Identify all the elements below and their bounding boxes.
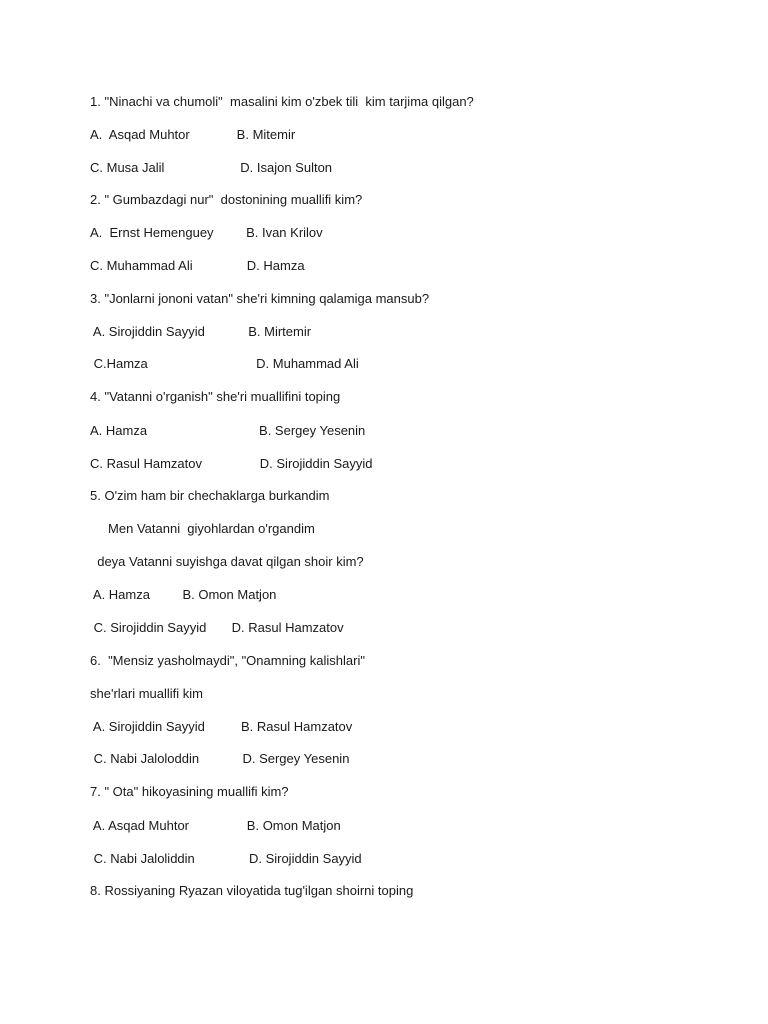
question-3-options-ab: A. Sirojiddin Sayyid B. Mirtemir	[90, 324, 312, 339]
question-4: 4. "Vatanni o'rganish" she'ri muallifini toping	[90, 389, 341, 404]
question-5-line-3: deya Vatanni suyishga davat qilgan shoir kim?	[90, 554, 364, 569]
question-2: 2. " Gumbazdagi nur" dostonining muallifi kim?	[90, 192, 363, 207]
question-3-options-cd: C.Hamza D. Muhammad Ali	[90, 356, 359, 371]
question-1-options-ab: A. Asqad Muhtor B. Mitemir	[90, 127, 296, 142]
question-4-options-ab: A. Hamza B. Sergey Yesenin	[90, 423, 366, 438]
question-6-options-ab: A. Sirojiddin Sayyid B. Rasul Hamzatov	[90, 719, 353, 734]
question-5-options-ab: A. Hamza B. Omon Matjon	[90, 587, 277, 602]
question-5-line-1: 5. O'zim ham bir chechaklarga burkandim	[90, 488, 330, 503]
question-4-options-cd: C. Rasul Hamzatov D. Sirojiddin Sayyid	[90, 456, 373, 471]
question-6-options-cd: C. Nabi Jaloloddin D. Sergey Yesenin	[90, 751, 350, 766]
question-5-line-2: Men Vatanni giyohlardan o'rgandim	[90, 521, 315, 536]
question-6-line-2: she'rlari muallifi kim	[90, 686, 204, 701]
question-6-line-1: 6. "Mensiz yasholmaydi", "Onamning kalishlari"	[90, 653, 365, 668]
question-8: 8. Rossiyaning Ryazan viloyatida tug'ilgan shoirni toping	[90, 883, 414, 898]
question-3: 3. "Jonlarni jononi vatan" she'ri kimning qalamiga mansub?	[90, 291, 430, 306]
question-7-options-ab: A. Asqad Muhtor B. Omon Matjon	[90, 818, 341, 833]
question-1: 1. "Ninachi va chumoli" masalini kim o'zbek tili kim tarjima qilgan?	[90, 94, 474, 109]
question-5-options-cd: C. Sirojiddin Sayyid D. Rasul Hamzatov	[90, 620, 344, 635]
question-2-options-cd: C. Muhammad Ali D. Hamza	[90, 258, 305, 273]
question-1-options-cd: C. Musa Jalil D. Isajon Sulton	[90, 160, 333, 175]
question-7-options-cd: C. Nabi Jaloliddin D. Sirojiddin Sayyid	[90, 851, 362, 866]
question-2-options-ab: A. Ernst Hemenguey B. Ivan Krilov	[90, 225, 323, 240]
question-7: 7. " Ota" hikoyasining muallifi kim?	[90, 784, 289, 799]
